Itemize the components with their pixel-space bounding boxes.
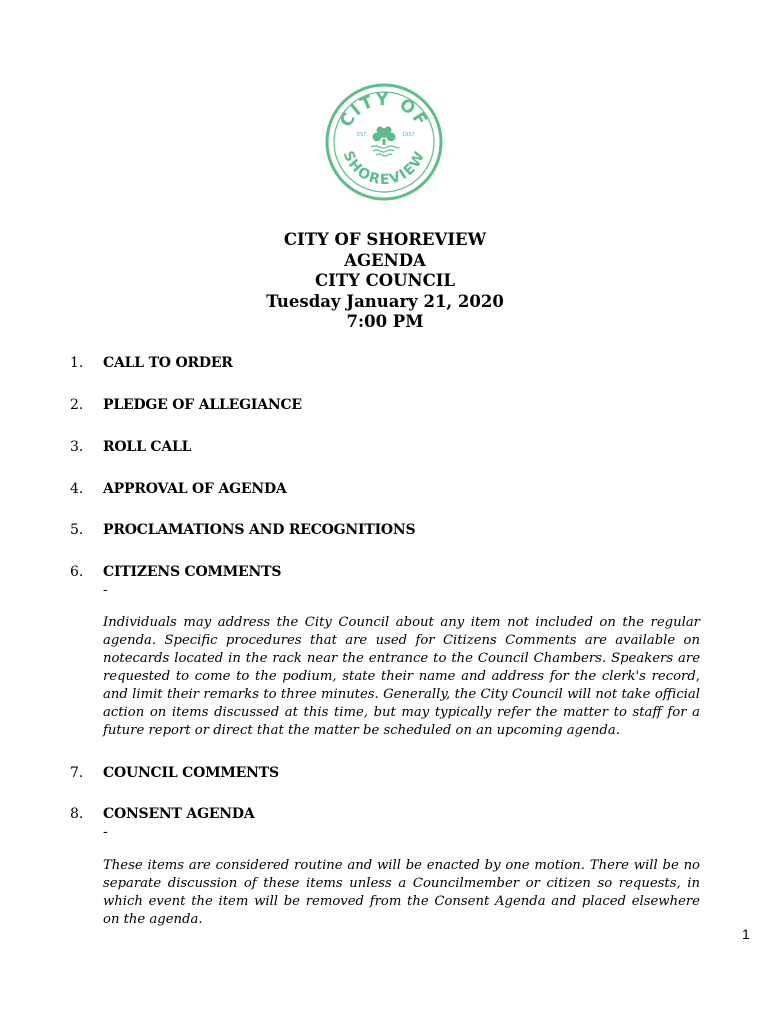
item-title: COUNCIL COMMENTS [103,765,279,781]
meeting-time: 7:00 PM [346,312,424,331]
item-number: 5. [70,522,84,538]
item-title: CALL TO ORDER [103,355,233,371]
tree-icon [373,127,396,146]
meeting-date: Tuesday January 21, 2020 [266,291,504,311]
logo-bottom-text: SHOREVIEW [339,148,429,189]
city-of-shoreview-logo [325,83,443,201]
item-description: Individuals may address the City Council about any item not included on the regular agenda. Specific procedures that are used for Citizens Comments are available on notecards located in the rack near the entrance to the Council Chambers. Speakers are requested to come to the podium, state their name and address for the clerk's record, and limit their remarks to three minutes. Generally, the City Council will not take official action on items discussed at this time, but may typically refer the matter to staff for a future report or direct that the matter be scheduled on an upcoming agenda. [103,615,700,738]
logo-top-text: CITY OF [336,89,432,131]
svg-text:SHOREVIEW [340,148,429,188]
item-number: 2. [70,397,84,413]
item-number: 1. [70,355,84,371]
document-type: AGENDA [344,250,426,270]
item-title: PLEDGE OF ALLEGIANCE [103,397,302,413]
item-description: These items are considered routine and will be enacted by one motion. There will be no separate discussion of these items unless a Councilmember or citizen so requests, in which event the item will be removed from the Consent Agenda and placed elsewhere on the agenda. [103,858,700,927]
logo-est: EST. [357,132,368,138]
item-dash: - [103,824,108,840]
item-title: CITIZENS COMMENTS [103,564,282,580]
item-number: 7. [70,765,84,781]
item-number: 6. [70,564,84,580]
item-number: 4. [70,481,84,497]
item-title: CONSENT AGENDA [103,806,255,822]
body-name: CITY COUNCIL [314,271,456,290]
agenda-header [0,230,770,333]
water-waves-icon [371,146,399,156]
item-title: PROCLAMATIONS AND RECOGNITIONS [103,522,416,538]
page-number: 1 [742,926,750,942]
item-title: ROLL CALL [103,439,192,455]
item-number: 8. [70,806,84,822]
item-title: APPROVAL OF AGENDA [103,481,287,497]
city-name: CITY OF SHOREVIEW [283,230,487,249]
item-number: 3. [70,439,84,455]
logo-year: 1957 [402,132,415,138]
item-dash: - [103,582,108,598]
